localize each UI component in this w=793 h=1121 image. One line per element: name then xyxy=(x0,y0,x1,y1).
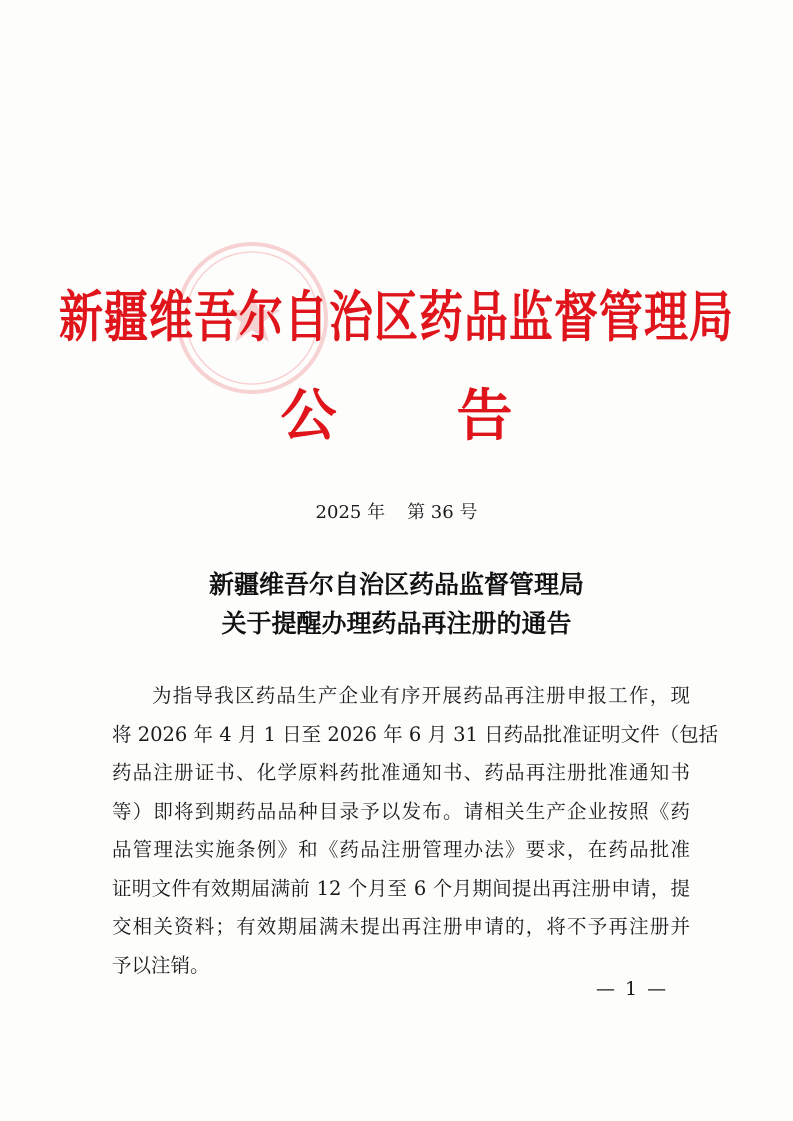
body-line: 交相关资料；有效期届满未提出再注册申请的，将不予再注册并 xyxy=(112,915,690,938)
page-number: — 1 — xyxy=(596,978,669,1000)
body-line: 为指导我区药品生产企业有序开展药品再注册申报工作，现 xyxy=(152,684,690,707)
issuer-header: 新疆维吾尔自治区药品监督管理局 xyxy=(59,285,734,350)
notice-title-line-2: 关于提醒办理药品再注册的通告 xyxy=(221,609,572,638)
body-line: 品管理法实施条例》和《药品注册管理办法》要求，在药品批准 xyxy=(112,838,690,861)
document-year: 2025 年 xyxy=(315,502,386,523)
body-line: 药品注册证书、化学原料药批准通知书、药品再注册批准通知书 xyxy=(112,761,690,784)
body-line: 等）即将到期药品品种目录予以发布。请相关生产企业按照《药 xyxy=(112,799,690,823)
document-serial: 第 36 号 xyxy=(407,502,478,523)
notice-title-line-1: 新疆维吾尔自治区药品监督管理局 xyxy=(208,570,584,599)
body-line: 予以注销。 xyxy=(112,953,210,977)
body-line: 证明文件有效期届满前 12 个月至 6 个月期间提出再注册申请，提 xyxy=(112,876,690,900)
document-type-heading: 公告 xyxy=(280,383,633,449)
document-number xyxy=(0,498,793,524)
notice-body xyxy=(112,677,719,985)
body-line: 将 2026 年 4 月 1 日至 2026 年 6 月 31 日药品批准证明文件（包括 xyxy=(112,722,719,746)
